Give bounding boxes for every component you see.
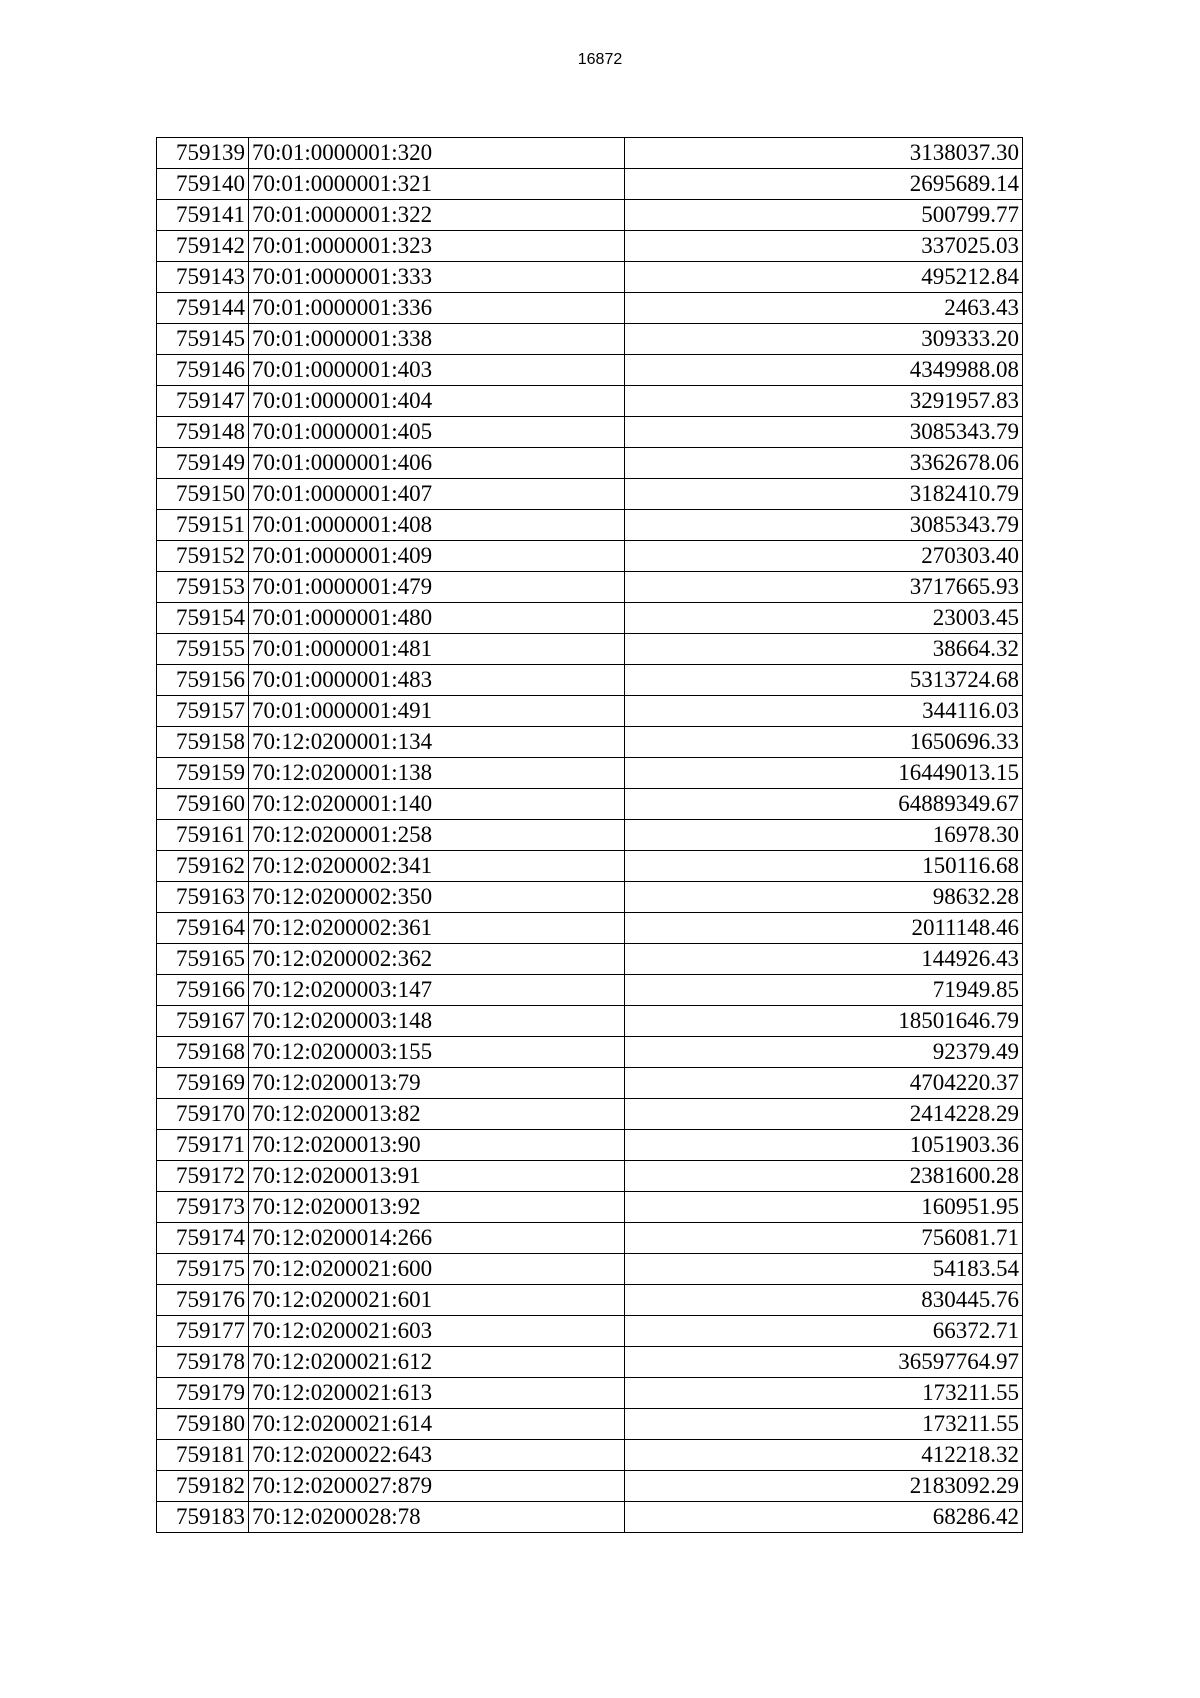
cadastral-value-cell: 2695689.14 — [625, 169, 1023, 200]
cadastral-value-cell: 3717665.93 — [625, 572, 1023, 603]
cadastral-number-cell: 70:12:0200001:258 — [249, 820, 625, 851]
row-number-cell: 759146 — [157, 355, 249, 386]
row-number-cell: 759178 — [157, 1347, 249, 1378]
cadastral-value-cell: 3085343.79 — [625, 510, 1023, 541]
cadastral-number-cell: 70:12:0200001:134 — [249, 727, 625, 758]
cadastral-value-cell: 309333.20 — [625, 324, 1023, 355]
table-row — [157, 851, 1023, 882]
cadastral-value-cell: 66372.71 — [625, 1316, 1023, 1347]
row-number-cell: 759180 — [157, 1409, 249, 1440]
cadastral-number-cell: 70:01:0000001:404 — [249, 386, 625, 417]
row-number-cell: 759145 — [157, 324, 249, 355]
page-number: 16872 — [577, 51, 623, 68]
cadastral-number-cell: 70:12:0200003:155 — [249, 1037, 625, 1068]
cadastral-value-cell: 71949.85 — [625, 975, 1023, 1006]
row-number-cell: 759150 — [157, 479, 249, 510]
cadastral-number-cell: 70:01:0000001:333 — [249, 262, 625, 293]
row-number-cell: 759139 — [157, 138, 249, 169]
table-row — [157, 1316, 1023, 1347]
row-number-cell: 759165 — [157, 944, 249, 975]
table-row — [157, 1471, 1023, 1502]
table-row — [157, 1130, 1023, 1161]
cadastral-value-cell: 830445.76 — [625, 1285, 1023, 1316]
table-row — [157, 479, 1023, 510]
cadastral-number-cell: 70:12:0200027:879 — [249, 1471, 625, 1502]
row-number-cell: 759161 — [157, 820, 249, 851]
cadastral-value-cell: 495212.84 — [625, 262, 1023, 293]
cadastral-number-cell: 70:12:0200002:350 — [249, 882, 625, 913]
cadastral-number-cell: 70:12:0200021:601 — [249, 1285, 625, 1316]
cadastral-number-cell: 70:12:0200022:643 — [249, 1440, 625, 1471]
table-row — [157, 293, 1023, 324]
cadastral-value-cell: 4349988.08 — [625, 355, 1023, 386]
row-number-cell: 759152 — [157, 541, 249, 572]
cadastral-value-cell: 3362678.06 — [625, 448, 1023, 479]
cadastral-number-cell: 70:12:0200003:148 — [249, 1006, 625, 1037]
row-number-cell: 759144 — [157, 293, 249, 324]
cadastral-value-cell: 36597764.97 — [625, 1347, 1023, 1378]
cadastral-value-cell: 4704220.37 — [625, 1068, 1023, 1099]
table-row — [157, 696, 1023, 727]
cadastral-value-cell: 98632.28 — [625, 882, 1023, 913]
table-row — [157, 355, 1023, 386]
cadastral-number-cell: 70:01:0000001:491 — [249, 696, 625, 727]
row-number-cell: 759148 — [157, 417, 249, 448]
cadastral-number-cell: 70:01:0000001:336 — [249, 293, 625, 324]
table-row — [157, 1068, 1023, 1099]
row-number-cell: 759168 — [157, 1037, 249, 1068]
cadastral-number-cell: 70:12:0200021:614 — [249, 1409, 625, 1440]
cadastral-value-cell: 150116.68 — [625, 851, 1023, 882]
cadastral-number-cell: 70:01:0000001:407 — [249, 479, 625, 510]
cadastral-value-cell: 92379.49 — [625, 1037, 1023, 1068]
cadastral-number-cell: 70:12:0200028:78 — [249, 1502, 625, 1533]
cadastral-number-cell: 70:12:0200014:266 — [249, 1223, 625, 1254]
cadastral-value-cell: 16978.30 — [625, 820, 1023, 851]
cadastral-number-cell: 70:12:0200021:612 — [249, 1347, 625, 1378]
cadastral-value-cell: 1650696.33 — [625, 727, 1023, 758]
cadastral-number-cell: 70:01:0000001:409 — [249, 541, 625, 572]
cadastral-value-cell: 54183.54 — [625, 1254, 1023, 1285]
table-row — [157, 1006, 1023, 1037]
cadastral-value-cell: 173211.55 — [625, 1409, 1023, 1440]
cadastral-number-cell: 70:01:0000001:479 — [249, 572, 625, 603]
table-row — [157, 1223, 1023, 1254]
cadastral-number-cell: 70:12:0200001:140 — [249, 789, 625, 820]
cadastral-value-cell: 144926.43 — [625, 944, 1023, 975]
cadastral-number-cell: 70:12:0200002:341 — [249, 851, 625, 882]
cadastral-number-cell: 70:12:0200013:91 — [249, 1161, 625, 1192]
row-number-cell: 759169 — [157, 1068, 249, 1099]
table-row — [157, 1192, 1023, 1223]
table-row — [157, 603, 1023, 634]
cadastral-value-cell: 23003.45 — [625, 603, 1023, 634]
table-row — [157, 572, 1023, 603]
cadastral-value-table — [156, 137, 1023, 1533]
cadastral-value-cell: 173211.55 — [625, 1378, 1023, 1409]
table-row — [157, 1409, 1023, 1440]
row-number-cell: 759151 — [157, 510, 249, 541]
cadastral-number-cell: 70:12:0200003:147 — [249, 975, 625, 1006]
table-row — [157, 417, 1023, 448]
row-number-cell: 759172 — [157, 1161, 249, 1192]
table-body — [157, 138, 1023, 1533]
cadastral-value-cell: 5313724.68 — [625, 665, 1023, 696]
table-row — [157, 1378, 1023, 1409]
table-row — [157, 1285, 1023, 1316]
table-row — [157, 324, 1023, 355]
cadastral-value-cell: 500799.77 — [625, 200, 1023, 231]
table-row — [157, 758, 1023, 789]
table-row — [157, 944, 1023, 975]
cadastral-number-cell: 70:01:0000001:405 — [249, 417, 625, 448]
cadastral-number-cell: 70:12:0200013:92 — [249, 1192, 625, 1223]
table-row — [157, 975, 1023, 1006]
row-number-cell: 759182 — [157, 1471, 249, 1502]
cadastral-number-cell: 70:01:0000001:408 — [249, 510, 625, 541]
cadastral-value-cell: 756081.71 — [625, 1223, 1023, 1254]
row-number-cell: 759163 — [157, 882, 249, 913]
table-row — [157, 1161, 1023, 1192]
cadastral-number-cell: 70:12:0200021:613 — [249, 1378, 625, 1409]
row-number-cell: 759166 — [157, 975, 249, 1006]
row-number-cell: 759183 — [157, 1502, 249, 1533]
row-number-cell: 759156 — [157, 665, 249, 696]
cadastral-value-cell: 18501646.79 — [625, 1006, 1023, 1037]
table-row — [157, 789, 1023, 820]
cadastral-value-cell: 1051903.36 — [625, 1130, 1023, 1161]
row-number-cell: 759157 — [157, 696, 249, 727]
table-row — [157, 820, 1023, 851]
cadastral-value-cell: 38664.32 — [625, 634, 1023, 665]
table-row — [157, 541, 1023, 572]
row-number-cell: 759140 — [157, 169, 249, 200]
table-row — [157, 882, 1023, 913]
row-number-cell: 759170 — [157, 1099, 249, 1130]
table-row — [157, 1099, 1023, 1130]
cadastral-number-cell: 70:01:0000001:403 — [249, 355, 625, 386]
cadastral-value-cell: 2011148.46 — [625, 913, 1023, 944]
row-number-cell: 759176 — [157, 1285, 249, 1316]
table-row — [157, 169, 1023, 200]
row-number-cell: 759160 — [157, 789, 249, 820]
row-number-cell: 759142 — [157, 231, 249, 262]
row-number-cell: 759162 — [157, 851, 249, 882]
table-row — [157, 448, 1023, 479]
table-row — [157, 913, 1023, 944]
cadastral-value-cell: 2183092.29 — [625, 1471, 1023, 1502]
table-row — [157, 262, 1023, 293]
table-row — [157, 1502, 1023, 1533]
row-number-cell: 759174 — [157, 1223, 249, 1254]
row-number-cell: 759181 — [157, 1440, 249, 1471]
cadastral-number-cell: 70:12:0200013:82 — [249, 1099, 625, 1130]
cadastral-value-cell: 412218.32 — [625, 1440, 1023, 1471]
cadastral-number-cell: 70:12:0200021:603 — [249, 1316, 625, 1347]
cadastral-number-cell: 70:12:0200013:90 — [249, 1130, 625, 1161]
table-row — [157, 1254, 1023, 1285]
cadastral-number-cell: 70:01:0000001:338 — [249, 324, 625, 355]
row-number-cell: 759175 — [157, 1254, 249, 1285]
cadastral-number-cell: 70:01:0000001:483 — [249, 665, 625, 696]
row-number-cell: 759171 — [157, 1130, 249, 1161]
cadastral-value-cell: 68286.42 — [625, 1502, 1023, 1533]
table-row — [157, 634, 1023, 665]
cadastral-value-cell: 3291957.83 — [625, 386, 1023, 417]
cadastral-number-cell: 70:01:0000001:481 — [249, 634, 625, 665]
row-number-cell: 759149 — [157, 448, 249, 479]
cadastral-value-cell: 344116.03 — [625, 696, 1023, 727]
row-number-cell: 759177 — [157, 1316, 249, 1347]
row-number-cell: 759153 — [157, 572, 249, 603]
cadastral-value-cell: 3182410.79 — [625, 479, 1023, 510]
row-number-cell: 759147 — [157, 386, 249, 417]
cadastral-number-cell: 70:01:0000001:406 — [249, 448, 625, 479]
row-number-cell: 759154 — [157, 603, 249, 634]
row-number-cell: 759143 — [157, 262, 249, 293]
cadastral-number-cell: 70:01:0000001:323 — [249, 231, 625, 262]
cadastral-value-cell: 64889349.67 — [625, 789, 1023, 820]
table-row — [157, 231, 1023, 262]
cadastral-number-cell: 70:01:0000001:322 — [249, 200, 625, 231]
cadastral-number-cell: 70:01:0000001:480 — [249, 603, 625, 634]
row-number-cell: 759155 — [157, 634, 249, 665]
table-row — [157, 727, 1023, 758]
cadastral-value-cell: 2414228.29 — [625, 1099, 1023, 1130]
cadastral-value-cell: 2381600.28 — [625, 1161, 1023, 1192]
cadastral-value-cell: 16449013.15 — [625, 758, 1023, 789]
cadastral-number-cell: 70:01:0000001:321 — [249, 169, 625, 200]
cadastral-number-cell: 70:12:0200001:138 — [249, 758, 625, 789]
row-number-cell: 759141 — [157, 200, 249, 231]
table-row — [157, 200, 1023, 231]
row-number-cell: 759158 — [157, 727, 249, 758]
cadastral-number-cell: 70:12:0200013:79 — [249, 1068, 625, 1099]
table-row — [157, 386, 1023, 417]
table-row — [157, 665, 1023, 696]
cadastral-value-cell: 270303.40 — [625, 541, 1023, 572]
row-number-cell: 759167 — [157, 1006, 249, 1037]
row-number-cell: 759179 — [157, 1378, 249, 1409]
cadastral-number-cell: 70:01:0000001:320 — [249, 138, 625, 169]
row-number-cell: 759173 — [157, 1192, 249, 1223]
cadastral-number-cell: 70:12:0200021:600 — [249, 1254, 625, 1285]
cadastral-number-cell: 70:12:0200002:361 — [249, 913, 625, 944]
cadastral-value-cell: 2463.43 — [625, 293, 1023, 324]
cadastral-value-cell: 337025.03 — [625, 231, 1023, 262]
row-number-cell: 759159 — [157, 758, 249, 789]
table-row — [157, 510, 1023, 541]
table-row — [157, 1440, 1023, 1471]
cadastral-value-cell: 3085343.79 — [625, 417, 1023, 448]
row-number-cell: 759164 — [157, 913, 249, 944]
table-row — [157, 1347, 1023, 1378]
table-row — [157, 1037, 1023, 1068]
cadastral-value-cell: 3138037.30 — [625, 138, 1023, 169]
cadastral-number-cell: 70:12:0200002:362 — [249, 944, 625, 975]
cadastral-value-cell: 160951.95 — [625, 1192, 1023, 1223]
table-row — [157, 138, 1023, 169]
